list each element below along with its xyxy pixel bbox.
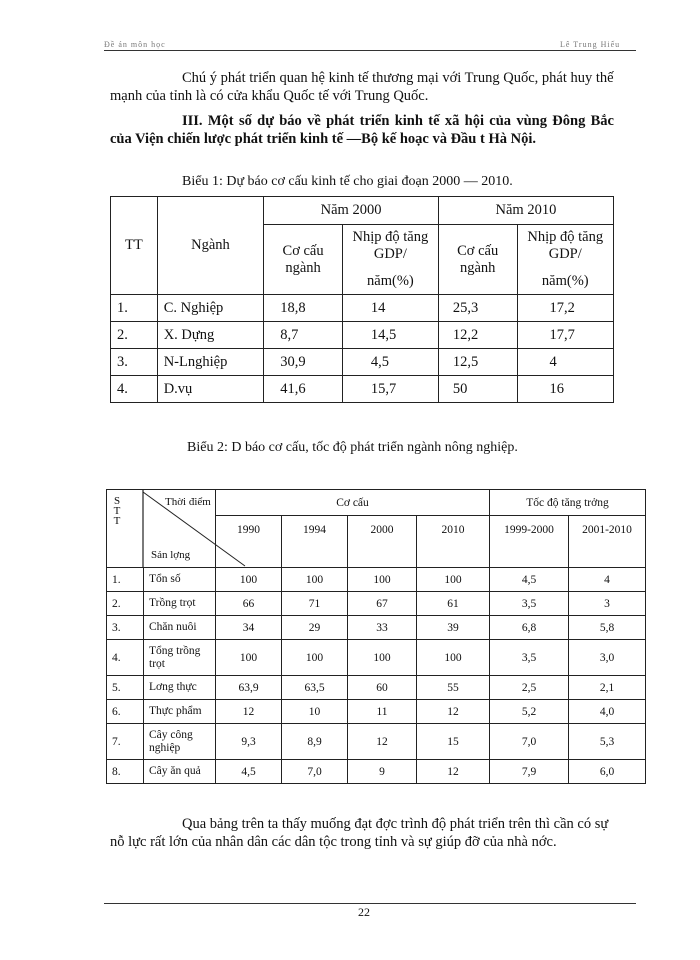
table2-year-2010: 2010 — [417, 516, 490, 568]
table1-sub-nhipdo-unit: năm(%) — [541, 273, 589, 289]
table1-sub-nhipdo-2010 — [517, 225, 613, 295]
table2-cell-name: Lơng thực — [144, 676, 216, 700]
table2-cell-name: Tổng trồng trọt — [144, 640, 216, 676]
table1-cell-nhipdo-2010: 17,7 — [517, 322, 613, 349]
table1-cell-nhipdo-2010: 4 — [517, 349, 613, 376]
table1-sub-nhipdo-2000 — [342, 225, 438, 295]
table2-cell-name: Thực phẩm — [144, 700, 216, 724]
table1-cell-nganh: N-Lnghiệp — [157, 349, 264, 376]
table2-cell-1994: 71 — [282, 592, 348, 616]
table2-cell-1990: 4,5 — [216, 760, 282, 784]
table2-header-san-luong: Sản lợng — [151, 549, 191, 561]
table2-cell-2010: 15 — [417, 724, 490, 760]
table1-cell-tt: 1. — [111, 295, 158, 322]
table1-cell-nganh: D.vụ — [157, 376, 264, 403]
table2-cell-2000: 100 — [348, 568, 417, 592]
table1-sub-cocau-2010: Cơ cấu ngành — [438, 225, 517, 295]
intro-paragraph: Chú ý phát triển quan hệ kinh tế thương mại với Trung Quốc, phát huy thế mạnh của tỉnh là có cửa khẩu Quốc tế với Trung Quốc. — [110, 70, 614, 104]
table2-header-cocau: Cơ cấu — [216, 490, 490, 516]
table2-cell-1990: 34 — [216, 616, 282, 640]
table1-sub-nhipdo-label: Nhịp độ tăng GDP/ — [527, 229, 604, 262]
table2-cell-1999-2000: 6,8 — [490, 616, 569, 640]
table2-diagonal-header — [107, 490, 216, 568]
table2-cell-stt: 2. — [107, 592, 144, 616]
table2-cell-2000: 11 — [348, 700, 417, 724]
table2-cell-2001-2010: 2,1 — [569, 676, 646, 700]
table2-cell-2000: 12 — [348, 724, 417, 760]
closing-paragraph: Qua bảng trên ta thấy muống đạt đợc trình độ phát triển trên thì cần có sự nỗ lực rất lớn của nhân dân các dân tộc trong tỉnh và sự giúp đỡ của nhà nớc. — [110, 816, 609, 850]
header-right-text: Lê Trung Hiếu — [560, 40, 621, 49]
table2-cell-1990: 100 — [216, 640, 282, 676]
table2-cell-1990: 12 — [216, 700, 282, 724]
table2-cell-1990: 9,3 — [216, 724, 282, 760]
table1-sub-nhipdo-label: Nhịp độ tăng GDP/ — [352, 229, 429, 262]
table1-row — [111, 376, 614, 403]
table2-cell-2010: 55 — [417, 676, 490, 700]
section-heading: III. Một số dự báo về phát triển kinh tế xã hội của vùng Đông Bắc của Viện chiến lược phát triển kinh tế —Bộ kế hoạc và Đầu t Hà Nội. — [110, 113, 614, 147]
table1-header-year-2000: Năm 2000 — [264, 197, 439, 225]
table2-cell-1994: 63,5 — [282, 676, 348, 700]
table1-cell-cocau-2000: 8,7 — [264, 322, 343, 349]
table2-cell-1999-2000: 4,5 — [490, 568, 569, 592]
table2-year-2000: 2000 — [348, 516, 417, 568]
table2-cell-2010: 12 — [417, 700, 490, 724]
table1-cell-nhipdo-2000: 14,5 — [342, 322, 438, 349]
table2-cell-stt: 1. — [107, 568, 144, 592]
table2-row — [107, 700, 646, 724]
table2-header-thoi-diem: Thời điểm — [165, 496, 211, 508]
table2-cell-2010: 61 — [417, 592, 490, 616]
table2-agriculture-structure — [106, 489, 646, 784]
table2-row — [107, 760, 646, 784]
table1-cell-cocau-2000: 41,6 — [264, 376, 343, 403]
table1-cell-nhipdo-2000: 4,5 — [342, 349, 438, 376]
table2-cell-2001-2010: 6,0 — [569, 760, 646, 784]
table2-cell-2000: 33 — [348, 616, 417, 640]
table2-cell-2000: 60 — [348, 676, 417, 700]
table1-row — [111, 322, 614, 349]
table1-cell-nganh: X. Dựng — [157, 322, 264, 349]
table1-cell-tt: 3. — [111, 349, 158, 376]
table2-cell-name: Chăn nuôi — [144, 616, 216, 640]
table1-cell-cocau-2010: 12,5 — [438, 349, 517, 376]
table1-cell-nganh: C. Nghiệp — [157, 295, 264, 322]
page-number: 22 — [358, 905, 370, 919]
table1-caption: Biểu 1: Dự báo cơ cấu kinh tế cho giai đoạn 2000 — 2010. — [182, 174, 513, 189]
table2-cell-2010: 100 — [417, 640, 490, 676]
table2-header-tocdo: Tốc độ tăng trởng — [490, 490, 646, 516]
table2-cell-1999-2000: 7,9 — [490, 760, 569, 784]
table1-sub-cocau-2000: Cơ cấu ngành — [264, 225, 343, 295]
table2-cell-1999-2000: 2,5 — [490, 676, 569, 700]
table1-cell-tt: 2. — [111, 322, 158, 349]
table2-stt-label: S T T — [113, 495, 121, 527]
table1-cell-nhipdo-2010: 17,2 — [517, 295, 613, 322]
table2-cell-2001-2010: 5,3 — [569, 724, 646, 760]
table1-cell-cocau-2010: 25,3 — [438, 295, 517, 322]
header-left-text: Đề án môn học — [104, 40, 166, 49]
table2-cell-2001-2010: 3,0 — [569, 640, 646, 676]
header-divider — [104, 50, 636, 51]
table2-cell-1994: 100 — [282, 568, 348, 592]
table2-cell-2001-2010: 4,0 — [569, 700, 646, 724]
table2-cell-2000: 67 — [348, 592, 417, 616]
table2-cell-1994: 10 — [282, 700, 348, 724]
table2-cell-stt: 7. — [107, 724, 144, 760]
table2-row — [107, 724, 646, 760]
table2-cell-stt: 8. — [107, 760, 144, 784]
table2-cell-1990: 63,9 — [216, 676, 282, 700]
table2-cell-1994: 29 — [282, 616, 348, 640]
table1-cell-nhipdo-2000: 15,7 — [342, 376, 438, 403]
table2-cell-2010: 100 — [417, 568, 490, 592]
footer-divider — [104, 903, 636, 904]
table2-period-2001-2010: 2001-2010 — [569, 516, 646, 568]
table2-cell-2000: 9 — [348, 760, 417, 784]
table2-cell-2001-2010: 5,8 — [569, 616, 646, 640]
table2-cell-1990: 66 — [216, 592, 282, 616]
table2-row — [107, 676, 646, 700]
table2-cell-1994: 8,9 — [282, 724, 348, 760]
table1-row — [111, 295, 614, 322]
table2-row — [107, 640, 646, 676]
table2-cell-stt: 6. — [107, 700, 144, 724]
table2-year-1994: 1994 — [282, 516, 348, 568]
table1-header-tt: TT — [111, 197, 158, 295]
table1-economic-structure — [110, 196, 614, 403]
table2-cell-stt: 5. — [107, 676, 144, 700]
table2-cell-stt: 4. — [107, 640, 144, 676]
table1-cell-cocau-2010: 12,2 — [438, 322, 517, 349]
table2-cell-1999-2000: 7,0 — [490, 724, 569, 760]
table1-sub-nhipdo-unit: năm(%) — [367, 273, 414, 289]
table2-cell-2010: 39 — [417, 616, 490, 640]
table2-cell-stt: 3. — [107, 616, 144, 640]
table2-row — [107, 592, 646, 616]
table2-cell-1999-2000: 3,5 — [490, 640, 569, 676]
table2-row — [107, 616, 646, 640]
table2-cell-2001-2010: 4 — [569, 568, 646, 592]
table2-cell-name: Trồng trọt — [144, 592, 216, 616]
table2-cell-1994: 100 — [282, 640, 348, 676]
table2-cell-name: Cây công nghiệp — [144, 724, 216, 760]
table2-cell-2010: 12 — [417, 760, 490, 784]
table2-cell-name: Tổn số — [144, 568, 216, 592]
table2-cell-2001-2010: 3 — [569, 592, 646, 616]
table1-row — [111, 349, 614, 376]
table2-cell-name: Cây ăn quả — [144, 760, 216, 784]
table2-cell-1990: 100 — [216, 568, 282, 592]
table1-header-nganh: Ngành — [157, 197, 264, 295]
table2-cell-2000: 100 — [348, 640, 417, 676]
table2-caption: Biểu 2: D báo cơ cấu, tốc độ phát triển ngành nông nghiệp. — [187, 440, 518, 455]
table2-year-1990: 1990 — [216, 516, 282, 568]
table1-cell-nhipdo-2000: 14 — [342, 295, 438, 322]
table2-period-1999-2000: 1999-2000 — [490, 516, 569, 568]
table2-row — [107, 568, 646, 592]
table1-cell-cocau-2000: 30,9 — [264, 349, 343, 376]
table1-header-year-2010: Năm 2010 — [438, 197, 613, 225]
table1-cell-cocau-2010: 50 — [438, 376, 517, 403]
table1-cell-nhipdo-2010: 16 — [517, 376, 613, 403]
table2-cell-1999-2000: 5,2 — [490, 700, 569, 724]
table1-cell-tt: 4. — [111, 376, 158, 403]
table1-cell-cocau-2000: 18,8 — [264, 295, 343, 322]
table2-cell-1994: 7,0 — [282, 760, 348, 784]
table2-cell-1999-2000: 3,5 — [490, 592, 569, 616]
